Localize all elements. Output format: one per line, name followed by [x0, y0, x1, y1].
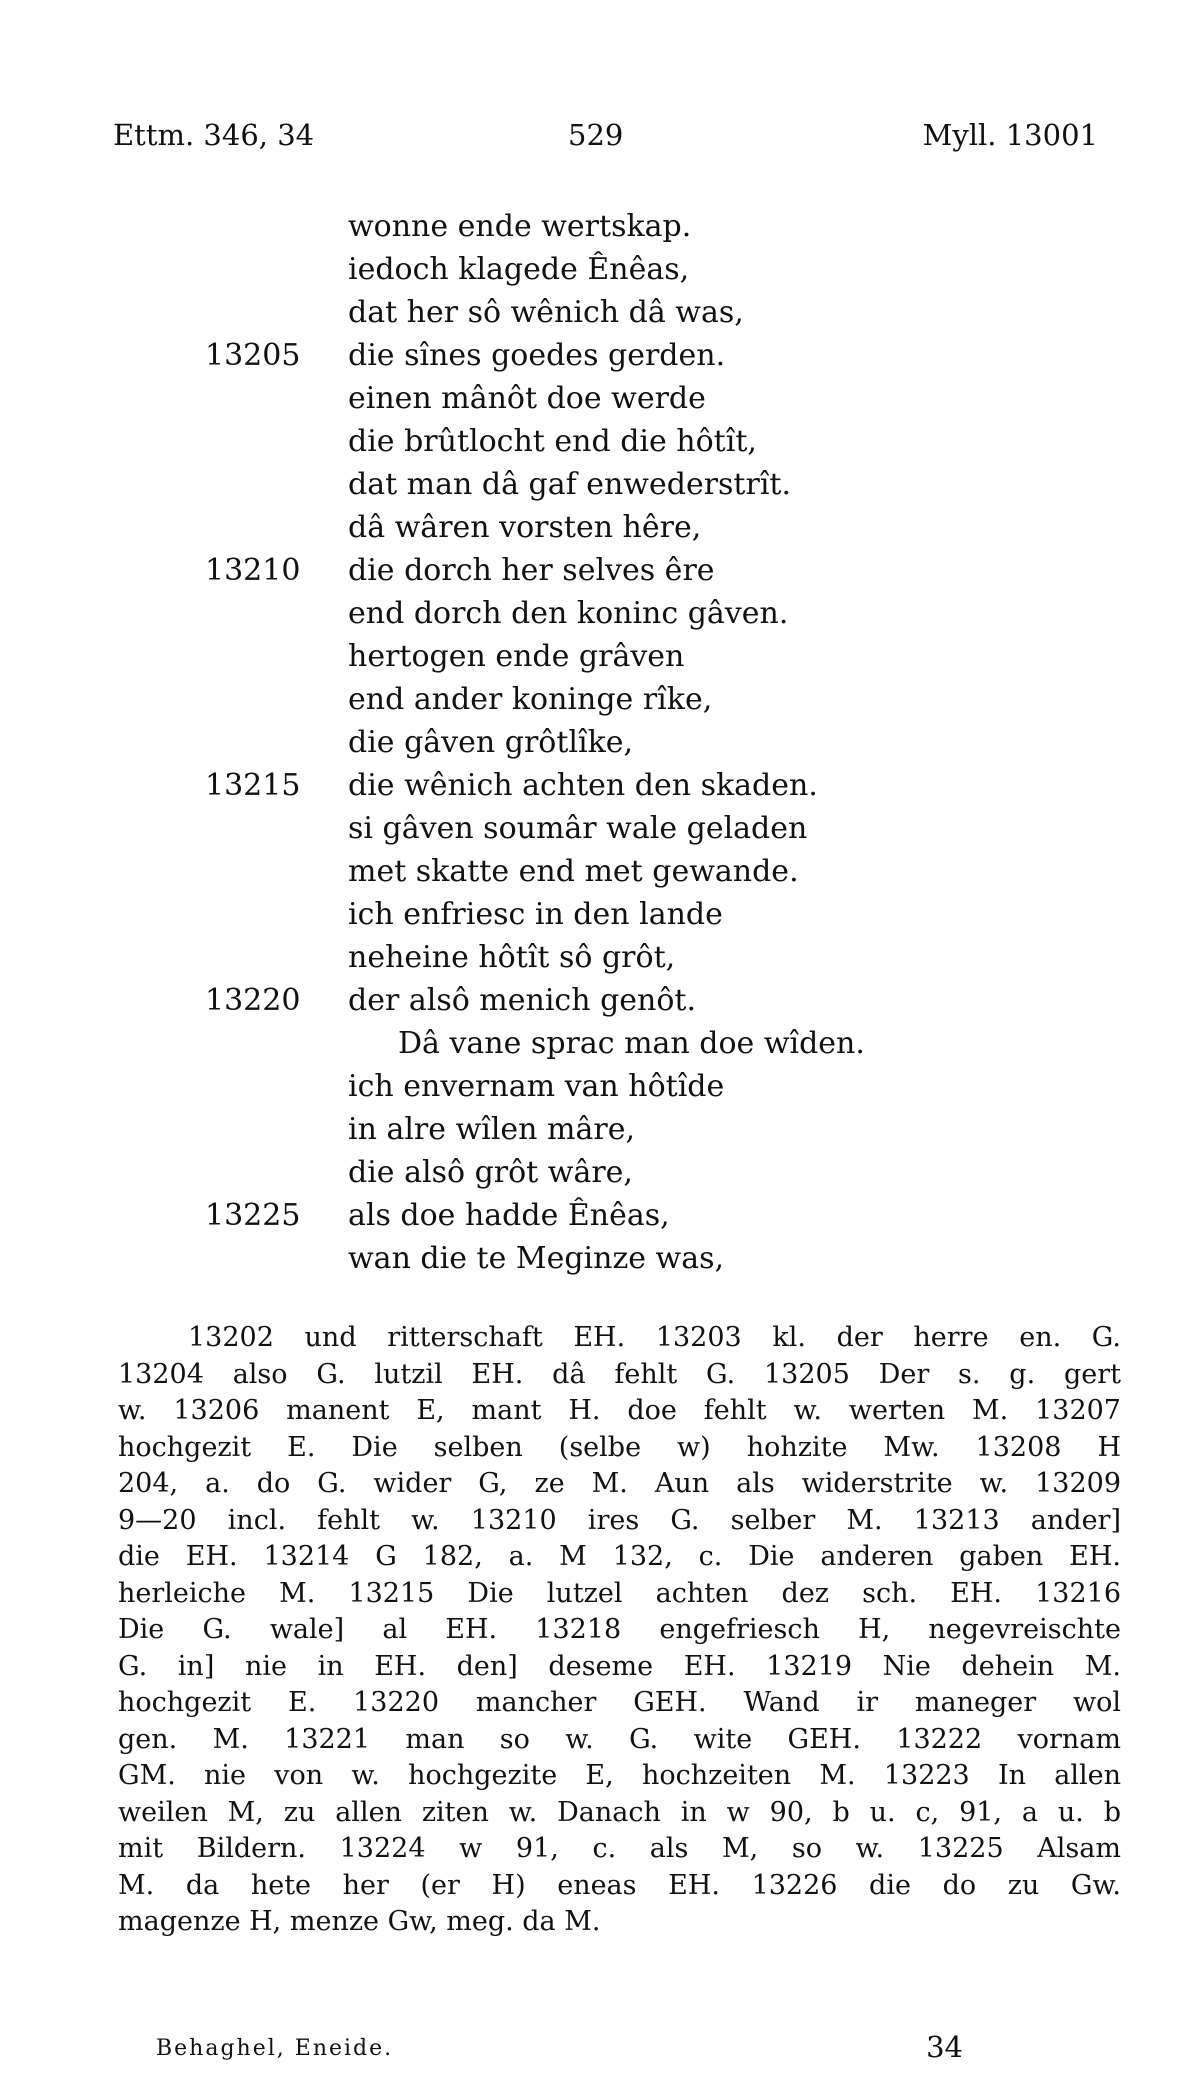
verse-text: dat man dâ gaf enwederstrît. — [348, 467, 792, 502]
apparatus-line: die EH. 13214 G 182, a. M 132, c. Die anderen gaben EH. — [118, 1541, 1121, 1572]
verse-line — [0, 850, 1200, 893]
verse-text: die sînes goedes gerden. — [348, 338, 726, 373]
page-number: 529 — [568, 118, 624, 152]
verse-text: ich enfriesc in den lande — [348, 897, 723, 932]
verse-line — [0, 721, 1200, 764]
verse-line — [0, 506, 1200, 549]
verse-line — [0, 592, 1200, 635]
verse-text: in alre wîlen mâre, — [348, 1112, 636, 1147]
signature-mark: 34 — [926, 2030, 963, 2064]
verse-text: ich envernam van hôtîde — [348, 1069, 725, 1104]
verse-line — [0, 334, 1200, 377]
verse-number: 13205 — [205, 338, 301, 373]
verse-line-paragraph-start — [0, 1022, 1200, 1065]
verse-line — [0, 205, 1200, 248]
apparatus-line: hochgezit E. Die selben (selbe w) hohzite Mw. 13208 H — [118, 1431, 1121, 1463]
verse-line — [0, 248, 1200, 291]
apparatus-line: M. da hete her (er H) eneas EH. 13226 die do zu Gw. — [118, 1869, 1121, 1901]
page-header — [113, 118, 1098, 158]
verse-line — [0, 678, 1200, 721]
verse-line — [0, 893, 1200, 936]
verse-number: 13225 — [205, 1198, 301, 1233]
verse-text: der alsô menich genôt. — [348, 983, 697, 1018]
apparatus-line: w. 13206 manent E, mant H. doe fehlt w. werten M. 13207 — [118, 1395, 1121, 1426]
verse-line — [0, 979, 1200, 1022]
verse-text: die wênich achten den skaden. — [348, 768, 818, 803]
apparatus-line: Die G. wale] al EH. 13218 engefriesch H, negevreischte — [118, 1614, 1121, 1645]
verse-text: wan die te Meginze was, — [348, 1241, 725, 1276]
verse-line — [0, 1194, 1200, 1237]
verse-text: die gâven grôtlîke, — [348, 725, 634, 760]
verse-line — [0, 1237, 1200, 1280]
verse-text: die alsô grôt wâre, — [348, 1155, 633, 1190]
verse-line — [0, 291, 1200, 334]
header-left-reference: Ettm. 346, 34 — [113, 118, 315, 152]
apparatus-line: 13204 also G. lutzil EH. dâ fehlt G. 13205 Der s. g. gert — [118, 1358, 1121, 1390]
verse-text: Dâ vane sprac man doe wîden. — [398, 1026, 865, 1061]
verse-line — [0, 764, 1200, 807]
verse-text: met skatte end met gewande. — [348, 854, 799, 889]
verse-text: als doe hadde Ênêas, — [348, 1198, 670, 1233]
verse-line — [0, 936, 1200, 979]
verse-line — [0, 1065, 1200, 1108]
apparatus-line: 204, a. do G. wider G, ze M. Aun als widerstrite w. 13209 — [118, 1468, 1121, 1499]
apparatus-line: gen. M. 13221 man so w. G. wite GEH. 13222 vornam — [118, 1723, 1121, 1755]
footer-signature: Behaghel, Eneide. — [156, 2036, 394, 2061]
verse-line — [0, 420, 1200, 463]
apparatus-line: GM. nie von w. hochgezite E, hochzeiten M. 13223 In allen — [118, 1760, 1121, 1791]
page-footer — [118, 2030, 963, 2066]
verse-text: si gâven soumâr wale geladen — [348, 811, 808, 846]
critical-apparatus — [118, 1320, 1121, 1941]
apparatus-line: hochgezit E. 13220 mancher GEH. Wand ir maneger wol — [118, 1687, 1121, 1718]
verse-line — [0, 1151, 1200, 1194]
verse-text: neheine hôtît sô grôt, — [348, 940, 676, 975]
verse-number: 13220 — [205, 983, 301, 1018]
apparatus-line: weilen M, zu allen ziten w. Danach in w 90, b u. c, 91, a u. b — [118, 1796, 1121, 1828]
verse-text: dâ wâren vorsten hêre, — [348, 510, 702, 545]
verse-line — [0, 807, 1200, 850]
apparatus-line: 13202 und ritterschaft EH. 13203 kl. der herre en. G. — [188, 1322, 1121, 1353]
header-right-reference: Myll. 13001 — [922, 118, 1098, 152]
verse-line — [0, 549, 1200, 592]
verse-line — [0, 1108, 1200, 1151]
verse-line — [0, 463, 1200, 506]
verse-block — [0, 205, 1200, 1280]
verse-text: iedoch klagede Ênêas, — [348, 252, 690, 287]
verse-text: dat her sô wênich dâ was, — [348, 295, 744, 330]
apparatus-line: 9—20 incl. fehlt w. 13210 ires G. selber M. 13213 ander] — [118, 1504, 1121, 1536]
verse-line — [0, 377, 1200, 420]
apparatus-line: herleiche M. 13215 Die lutzel achten dez sch. EH. 13216 — [118, 1577, 1121, 1609]
verse-text: einen mânôt doe werde — [348, 381, 706, 416]
apparatus-line: mit Bildern. 13224 w 91, c. als M, so w. 13225 Alsam — [118, 1833, 1121, 1864]
verse-number: 13210 — [205, 553, 301, 588]
apparatus-line: G. in] nie in EH. den] deseme EH. 13219 Nie dehein M. — [118, 1650, 1121, 1682]
verse-text: wonne ende wertskap. — [348, 209, 692, 244]
verse-text: end dorch den koninc gâven. — [348, 596, 789, 631]
verse-text: die dorch her selves êre — [348, 553, 715, 588]
verse-text: die brûtlocht end die hôtît, — [348, 424, 757, 459]
apparatus-line: magenze H, menze Gw, meg. da M. — [118, 1906, 601, 1937]
verse-line — [0, 635, 1200, 678]
verse-number: 13215 — [205, 768, 301, 803]
verse-text: end ander koninge rîke, — [348, 682, 713, 717]
verse-text: hertogen ende grâven — [348, 639, 685, 674]
